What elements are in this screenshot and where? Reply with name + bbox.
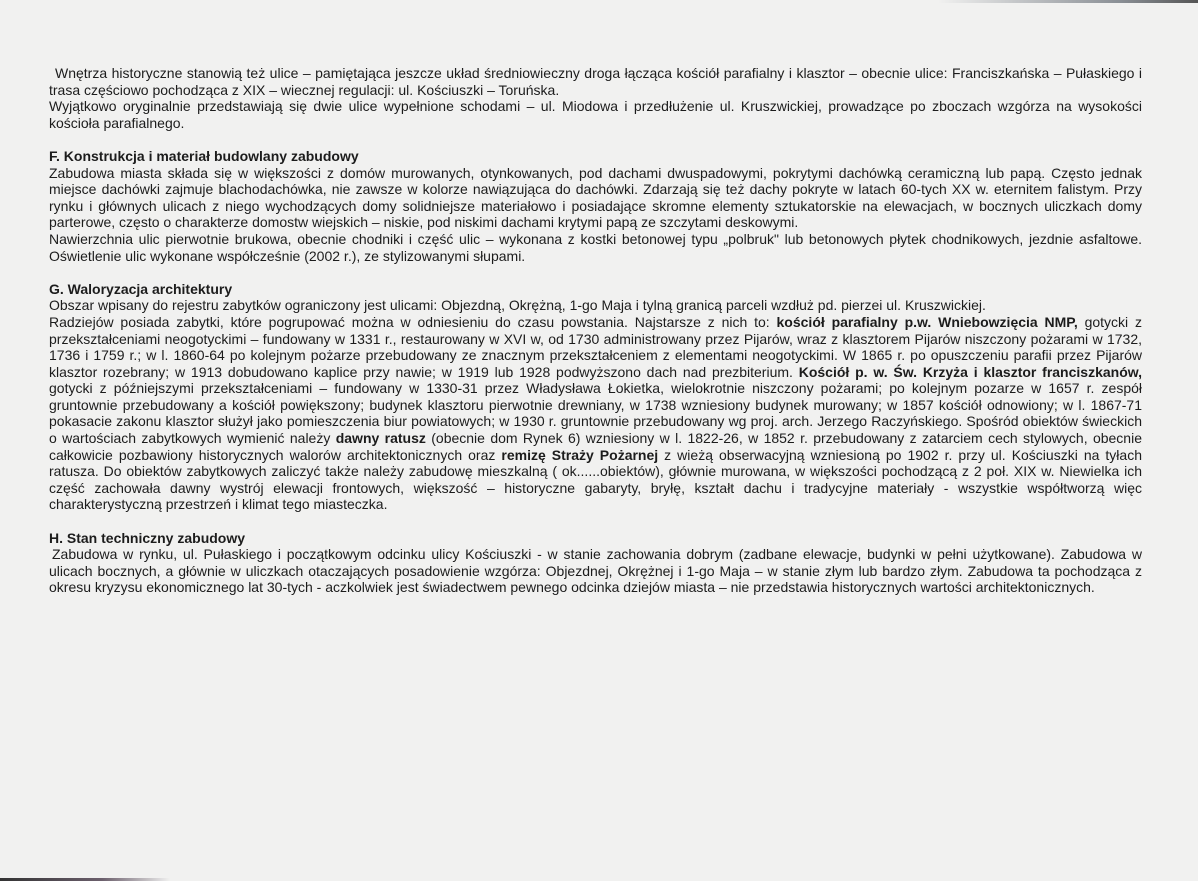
section-f-heading: F. Konstrukcja i materiał budowlany zabudowy bbox=[49, 147, 359, 164]
document-page bbox=[49, 65, 1142, 596]
section-g-paragraph-register: Obszar wpisany do rejestru zabytków ograniczony jest ulicami: Objezdną, Okrężną, 1-go Maja i tylną granicą parceli wzdłuż pd. pierzei ul. Kruszwickiej. bbox=[49, 297, 986, 314]
section-g-heading: G. Waloryzacja architektury bbox=[49, 280, 233, 297]
section-f-paragraph-surfaces: Nawierzchnia ulic pierwotnie brukowa, obecnie chodniki i część ulic – wykonana z kostki betonowej typu „polbruk" lub betonowych płytek chodnikowych, jezdnie asfaltowe. Oświetlenie ulic wykonane współcześnie (2002 r.), ze stylizowanymi słupami. bbox=[49, 230, 1142, 264]
text-run: gotycki z późniejszymi przekształceniami – fundowany w 1330-31 przez Władysława Łokietka, wielokrotnie niszczony pożarami; po kolejnym pozarze w 1657 r. zespół gruntownie przebudowany a kościół powiększony; budynek klasztoru pierwotnie drewniany, w 1738 wzniesiony budynek murowany; w 1857 kościół odnowiony; w l. 1867-71 pokasacie zakonu klasztor służył jako pomieszczenia biur powiatowych; w 1930 r. gruntownie przebudowany wg proj. arch. Jerzego Raczyńskiego. Spośród obiektów świeckich o wartościach zabytkowych wymienić należy bbox=[49, 380, 1142, 447]
monument-town-hall: dawny ratusz bbox=[335, 430, 426, 447]
text-run: z wieżą obserwacyjną wzniesioną po 1902 r. przy ul. Kościuszki na tyłach ratusza. Do obiektów zabytkowych zaliczyć także należy zabudowę mieszkalną ( ok......obiektów), głównie murowana, w większości pochodzącą z 2 poł. XIX w. Niewielka ich część zachowała dawny wystrój elewacji frontowych, większość – historyczne gabaryty, bryłę, kształt dachu i tradycyjne materiały - wszystkie współtworzą więc charakterystyczną przestrzeń i klimat tego miasteczka. bbox=[49, 446, 1142, 513]
scan-edge-top bbox=[938, 0, 1198, 3]
intro-paragraph-streets: Wnętrza historyczne stanowią też ulice – pamiętająca jeszcze układ średniowieczny droga łącząca kościół parafialny i klasztor – obecnie ulice: Franciszkańska – Pułaskiego i trasa częściowo pochodząca z XIX – wiecznej regulacji: ul. Kościuszki – Toruńska. bbox=[49, 65, 1142, 98]
monument-parish-church: kościół parafialny p.w. Wniebowzięcia NMP, bbox=[776, 313, 1078, 330]
section-h-heading: H. Stan techniczny zabudowy bbox=[49, 529, 246, 546]
intro-paragraph-stairs: Wyjątkowo oryginalnie przedstawiają się dwie ulice wypełnione schodami – ul. Miodowa i przedłużenie ul. Kruszwickiej, prowadzące po zboczach wzgórza na wysokości kościoła parafialnego. bbox=[49, 98, 1142, 131]
intro-section bbox=[49, 65, 1142, 131]
monument-franciscan-church: Kościół p. w. Św. Krzyża i klasztor franciszkanów, bbox=[798, 363, 1143, 380]
monument-fire-station: remizę Straży Pożarnej bbox=[501, 446, 659, 463]
section-h bbox=[49, 530, 1142, 596]
section-h-paragraph-condition: Zabudowa w rynku, ul. Pułaskiego i początkowym odcinku ulicy Kościuszki - w stanie zachowania dobrym (zadbane elewacje, budynki w pełni użytkowane). Zabudowa w ulicach bocznych, a głównie w uliczkach otaczających posadowienie wzgórza: Objezdnej, Okrężnej i 1-go Maja – w stanie złym lub bardzo złym. Zabudowa ta pochodząca z okresu kryzysu ekonomicznego lat 30-tych - aczkolwiek jest świadectwem pewnego odcinka dziejów miasta – nie przedstawia historycznych wartości architektonicznych. bbox=[49, 546, 1142, 596]
section-f-paragraph-buildings: Zabudowa miasta składa się w większości z domów murowanych, otynkowanych, pod dachami dwuspadowymi, pokrytymi dachówką ceramiczną lub papą. Często jednak miejsce dachówki zajmuje blachodachówka, nie zawsze w kolorze nawiązująca do dachówki. Zdarzają się też dachy pokryte w latach 60-tych XX w. eternitem falistym. Przy rynku i głównych ulicach z niego wychodzących domy solidniejsze materiałowo i posiadające skromne elementy sztukatorskie na elewacjach, w bocznych uliczkach domy parterowe, często o charakterze domostw wiejskich – niskie, pod niskimi dachami krytymi papą ze szczytami deskowymi. bbox=[49, 164, 1142, 231]
section-g bbox=[49, 281, 1142, 513]
text-run: Radziejów posiada zabytki, które pogrupować można w odniesieniu do czasu powstania. Najstarsze z nich to: bbox=[49, 313, 777, 330]
section-g-paragraph-monuments bbox=[49, 314, 1142, 513]
text-run: gotycki z przekształceniami neogotyckimi – fundowany w 1331 r., restaurowany w XVI w, od 1730 administrowany przez Pijarów, wraz z klasztorem Pijarów niszczony pożarami w 1732, 1736 i 1759 r.; w l. 1860-64 po kolejnym pożarze przebudowany ze znacznym przekształceniem z elementami neogotyckimi. W 1865 r. po opuszczeniu parafii przez Pijarów klasztor rozebrany; w 1913 dobudowano kaplice przy nawie; w 1919 lub 1928 podwyższono dach nad prezbiterium. bbox=[49, 313, 1142, 380]
section-f bbox=[49, 148, 1142, 264]
text-run: (obecnie dom Rynek 6) wzniesiony w l. 1822-26, w 1852 r. przebudowany z zatarciem cech stylowych, obecnie całkowicie pozbawiony historycznych walorów architektonicznych oraz bbox=[49, 430, 1142, 463]
